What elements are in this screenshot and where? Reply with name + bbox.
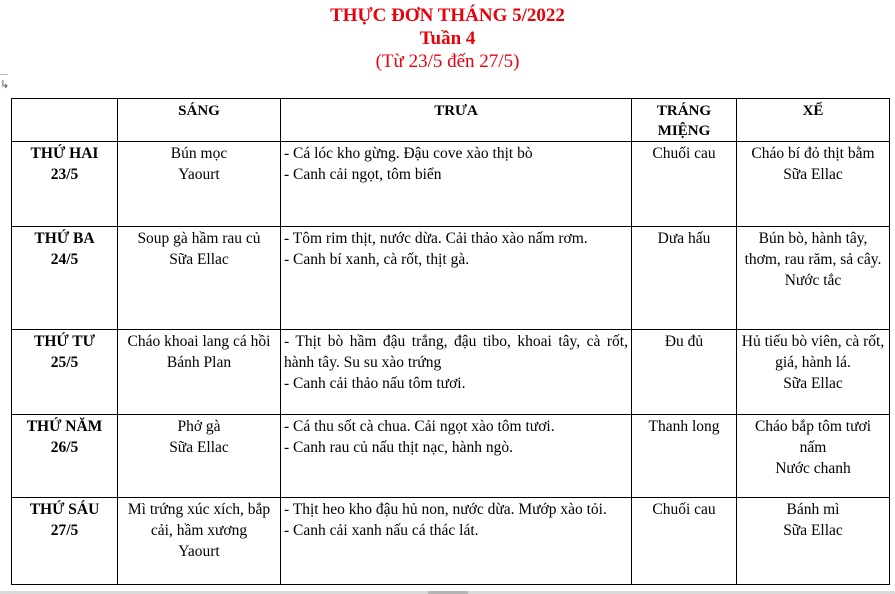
lunch-item: - Canh bí xanh, cà rốt, thịt gà. (284, 251, 470, 268)
snack-item: Cháo bắp tôm tươi nấm (754, 418, 872, 456)
lunch-item: - Canh cải ngọt, tôm biển (284, 166, 442, 183)
dessert-cell: Thanh long (632, 415, 737, 498)
table-row (12, 330, 890, 415)
menu-title: THỰC ĐƠN THÁNG 5/2022 (330, 5, 565, 26)
snack-item: Sữa Ellac (783, 166, 843, 183)
morning-item: Yaourt (178, 166, 220, 183)
snack-item: Bún bò, hành tây, thơm, rau răm, sả cây. (744, 230, 882, 268)
day-date: 23/5 (50, 166, 79, 183)
day-cell (12, 330, 118, 415)
dessert-cell: Dưa hấu (632, 227, 737, 330)
day-date: 25/5 (50, 354, 79, 371)
morning-cell (118, 498, 281, 585)
day-name: THỨ SÁU (29, 501, 100, 518)
day-name: THỨ NĂM (26, 418, 103, 435)
col-header-day (12, 99, 118, 142)
lunch-item: - Canh rau củ nấu thịt nạc, hành ngò. (284, 439, 513, 456)
snack-item: Sữa Ellac (783, 522, 843, 539)
col-header-snack: XẾ (737, 99, 890, 142)
date-range: (Từ 23/5 đến 27/5) (375, 51, 520, 72)
morning-cell (118, 330, 281, 415)
snack-item: Hủ tiếu bò viên, cà rốt, giá, hành lá. (741, 333, 885, 371)
morning-item: Mì trứng xúc xích, bắp cải, hầm xương (127, 501, 271, 539)
morning-item: Yaourt (178, 543, 220, 560)
day-date: 26/5 (50, 439, 79, 456)
col-header-dessert: TRÁNG MIỆNG (632, 99, 737, 142)
lunch-cell (281, 498, 632, 585)
lunch-item: - Cá lóc kho gừng. Đậu cove xào thịt bò (284, 145, 533, 162)
morning-cell (118, 227, 281, 330)
dessert-cell: Chuối cau (632, 142, 737, 227)
lunch-item: - Tôm rim thịt, nước dừa. Cải thảo xào nấm rơm. (284, 230, 588, 247)
snack-cell (737, 142, 890, 227)
lunch-cell (281, 330, 632, 415)
menu-title-block (0, 4, 895, 74)
lunch-cell (281, 142, 632, 227)
day-cell (12, 498, 118, 585)
col-header-lunch: TRƯA (281, 99, 632, 142)
table-move-arrow-icon[interactable]: ↳ (0, 78, 10, 91)
table-row (12, 498, 890, 585)
dessert-cell: Chuối cau (632, 498, 737, 585)
menu-table (11, 98, 890, 585)
snack-item: Bánh mì (786, 501, 840, 518)
day-name: THỨ HAI (30, 145, 99, 162)
snack-cell (737, 415, 890, 498)
table-row (12, 415, 890, 498)
lunch-item: - Cá thu sốt cà chua. Cải ngọt xào tôm tươi. (284, 418, 555, 435)
lunch-item: - Thịt heo kho đậu hủ non, nước dừa. Mướp xào tỏi. (284, 501, 607, 518)
day-cell (12, 142, 118, 227)
snack-item: Cháo bí đỏ thịt bằm (751, 145, 875, 162)
day-name: THỨ BA (34, 230, 95, 247)
margin-marker (0, 74, 8, 75)
lunch-cell (281, 227, 632, 330)
col-header-morning: SÁNG (118, 99, 281, 142)
header-row (12, 99, 890, 142)
day-name: THỨ TƯ (33, 333, 95, 350)
morning-item: Cháo khoai lang cá hồi (127, 333, 271, 350)
dessert-cell: Đu đủ (632, 330, 737, 415)
day-date: 24/5 (50, 251, 79, 268)
day-date: 27/5 (50, 522, 79, 539)
morning-cell (118, 142, 281, 227)
snack-item: Nước tắc (784, 272, 842, 289)
morning-item: Sữa Ellac (169, 439, 229, 456)
morning-item: Soup gà hầm rau củ (137, 230, 261, 247)
morning-item: Phở gà (177, 418, 221, 435)
morning-item: Bún mọc (170, 145, 228, 162)
lunch-item: - Canh cải thảo nấu tôm tươi. (284, 375, 466, 392)
morning-cell (118, 415, 281, 498)
table-row (12, 227, 890, 330)
lunch-cell (281, 415, 632, 498)
morning-item: Sữa Ellac (169, 251, 229, 268)
morning-item: Bánh Plan (166, 354, 232, 371)
snack-item: Nước chanh (775, 460, 851, 477)
table-row (12, 142, 890, 227)
lunch-item: - Canh cải xanh nấu cá thác lát. (284, 522, 479, 539)
snack-item: Sữa Ellac (783, 375, 843, 392)
snack-cell (737, 498, 890, 585)
day-cell (12, 227, 118, 330)
day-cell (12, 415, 118, 498)
lunch-item: - Thịt bò hầm đậu trắng, đậu tibo, khoai tây, cà rốt, hành tây. Su su xào trứng (284, 333, 628, 371)
snack-cell (737, 330, 890, 415)
week-label: Tuần 4 (419, 28, 476, 49)
snack-cell (737, 227, 890, 330)
